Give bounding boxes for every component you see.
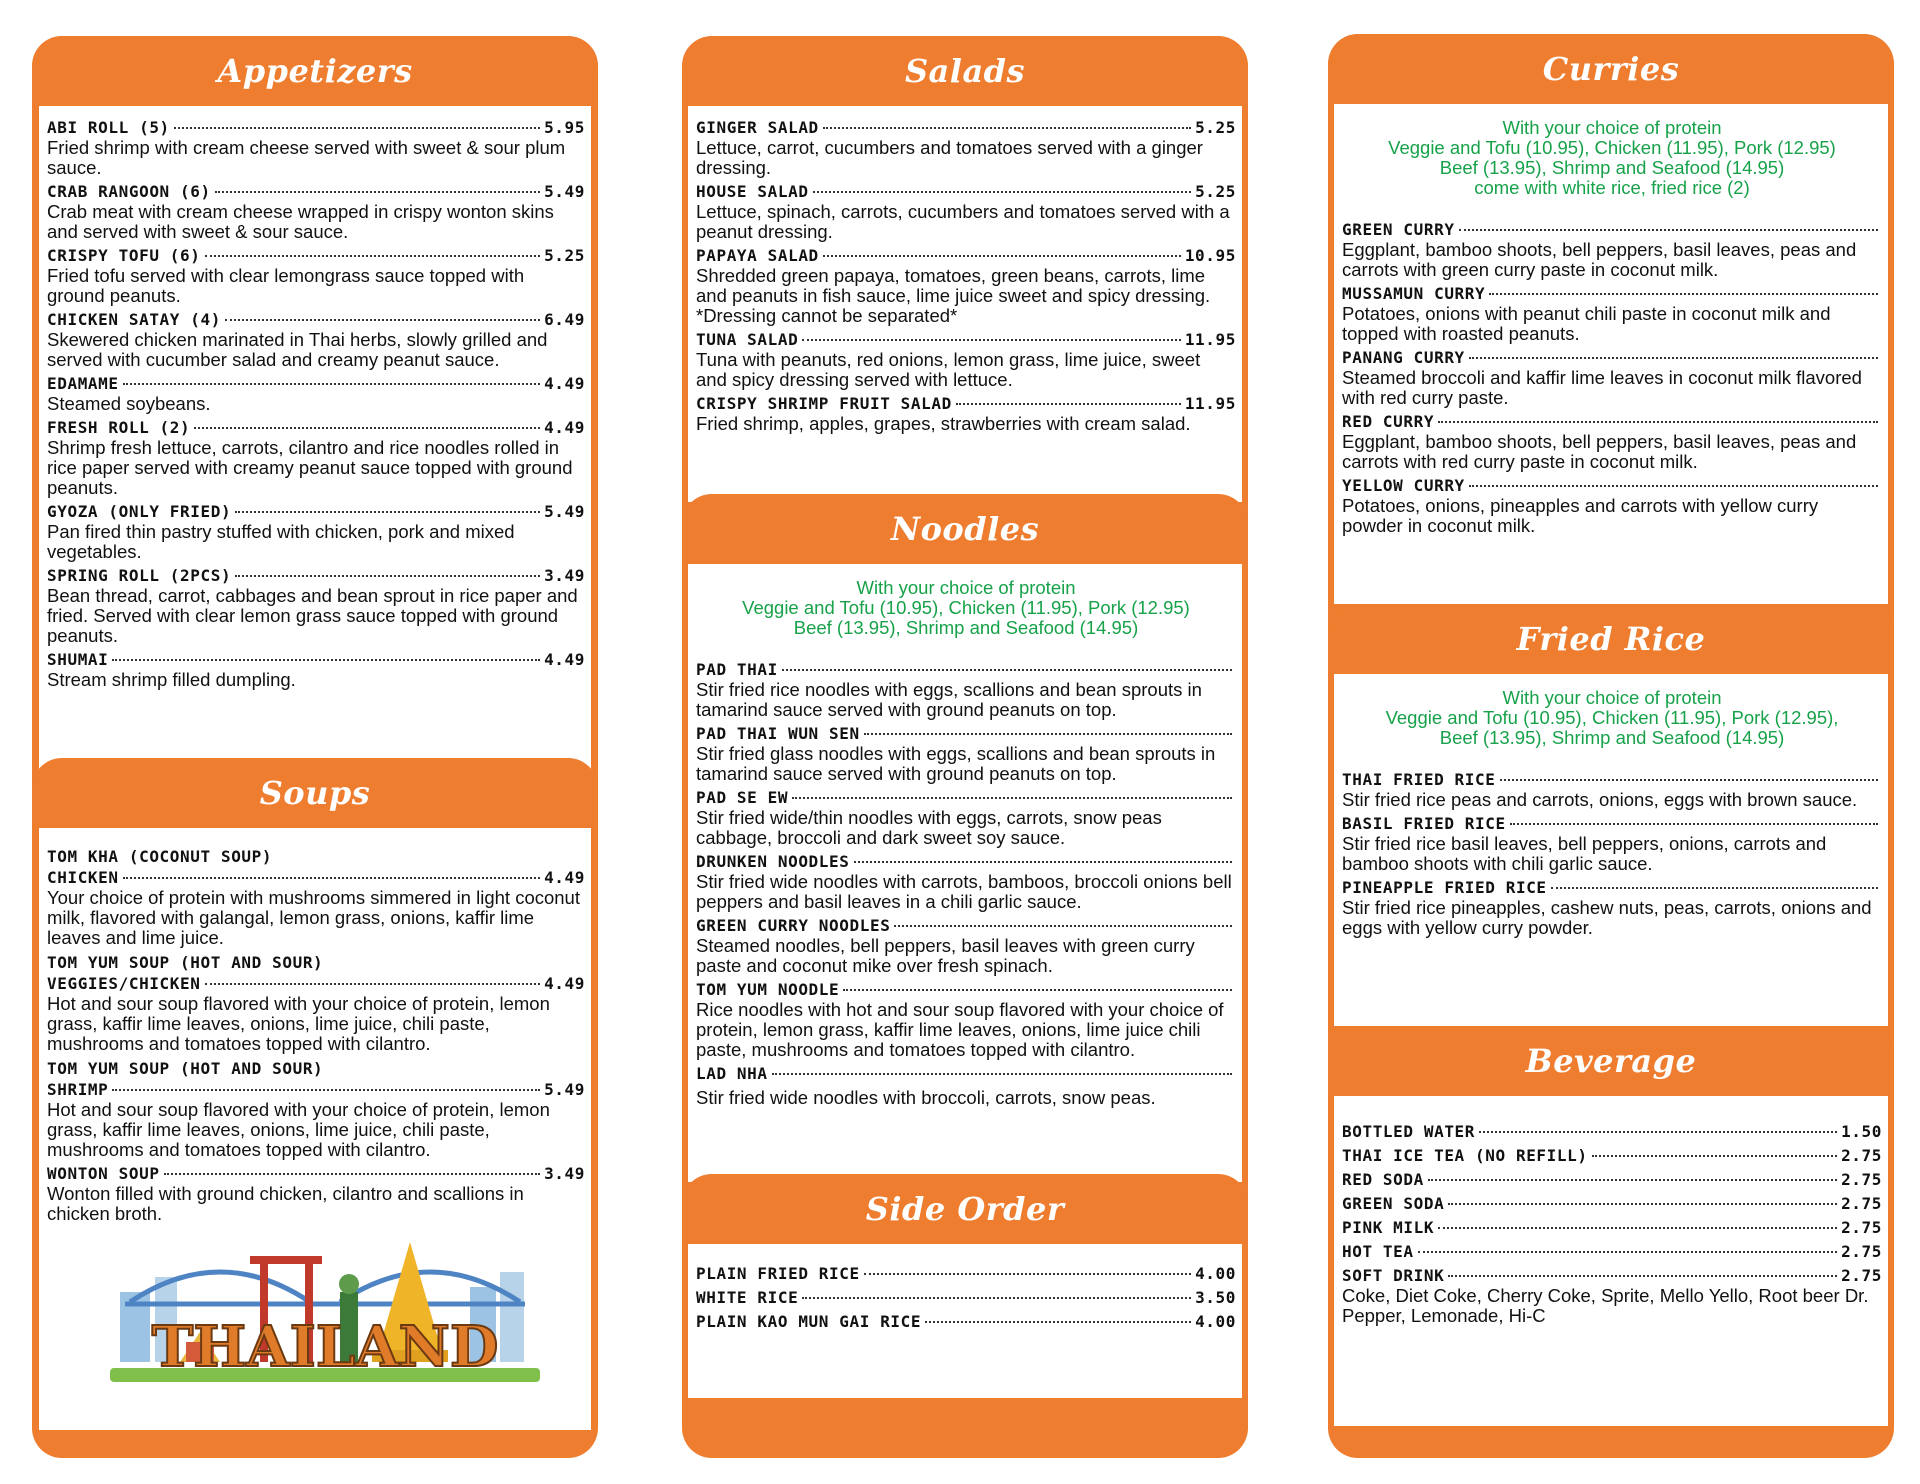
item-description: Shrimp fresh lettuce, carrots, cilantro and rice noodles rolled in rice paper served with creamy peanut sauce topped with ground peanuts. bbox=[47, 437, 573, 498]
item-name: CHICKEN bbox=[47, 868, 119, 887]
item-description: Fried tofu served with clear lemongrass sauce topped with ground peanuts. bbox=[47, 265, 525, 306]
item-name: THAI ICE TEA (NO REFILL) bbox=[1342, 1146, 1588, 1165]
menu-item bbox=[696, 1288, 1236, 1308]
menu-item bbox=[696, 394, 1236, 434]
thailand-logo-text: THAILAND bbox=[151, 1314, 499, 1380]
menu-item bbox=[696, 246, 1236, 326]
item-price: 11.95 bbox=[1184, 330, 1236, 349]
menu-item bbox=[696, 1312, 1236, 1332]
item-price: 4.49 bbox=[544, 374, 585, 393]
item-description: Your choice of protein with mushrooms simmered in light coconut milk, flavored with galangal, lemon grass, onions, kaffir lime leaves and lime juice. bbox=[47, 887, 580, 948]
menu-item bbox=[47, 1164, 585, 1224]
item-description: Stir fried wide/thin noodles with eggs, carrots, snow peas cabbage, broccoli and dark sweet soy sauce. bbox=[696, 807, 1162, 848]
menu-item bbox=[1342, 1266, 1882, 1326]
item-name: TUNA SALAD bbox=[696, 330, 799, 349]
protein-choice-line: With your choice of protein bbox=[856, 577, 1076, 598]
menu-item bbox=[1342, 1146, 1882, 1166]
item-name: BOTTLED WATER bbox=[1342, 1122, 1476, 1141]
item-name: TOM YUM NOODLE bbox=[696, 980, 840, 999]
beverage-section bbox=[1328, 1026, 1894, 1426]
item-name: SOFT DRINK bbox=[1342, 1266, 1445, 1285]
fried-rice-list bbox=[1334, 674, 1888, 1026]
menu-panel-right bbox=[1328, 34, 1894, 1458]
appetizers-section bbox=[32, 36, 598, 799]
item-description: Hot and sour soup flavored with your choice of protein, lemon grass, kaffir lime leaves, onions, lime juice, chili paste, mushrooms and tomatoes topped with cilantro. bbox=[47, 1099, 550, 1160]
item-name: PINK MILK bbox=[1342, 1218, 1435, 1237]
item-description: Eggplant, bamboo shoots, bell peppers, basil leaves, peas and carrots with green curry paste in coconut milk. bbox=[1342, 239, 1857, 280]
salads-title: Salads bbox=[682, 36, 1248, 106]
item-price: 1.50 bbox=[1841, 1122, 1882, 1141]
item-price: 5.25 bbox=[1195, 182, 1236, 201]
beverage-title: Beverage bbox=[1328, 1026, 1894, 1096]
item-price: 4.49 bbox=[544, 868, 585, 887]
menu-item bbox=[47, 566, 585, 646]
menu-item bbox=[696, 118, 1236, 178]
item-description: Skewered chicken marinated in Thai herbs, slowly grilled and served with cucumber salad and creamy peanut sauce. bbox=[47, 329, 548, 370]
item-name: PINEAPPLE FRIED RICE bbox=[1342, 878, 1547, 897]
menu-item bbox=[1342, 1194, 1882, 1214]
item-price: 5.49 bbox=[544, 502, 585, 521]
menu-item bbox=[47, 310, 585, 370]
item-name: RED CURRY bbox=[1342, 412, 1435, 431]
item-name: PAPAYA SALAD bbox=[696, 246, 819, 265]
item-name: PANANG CURRY bbox=[1342, 348, 1465, 367]
menu-item bbox=[696, 330, 1236, 390]
item-name: GINGER SALAD bbox=[696, 118, 819, 137]
item-description: Shredded green papaya, tomatoes, green beans, carrots, lime and peanuts in fish sauce, lime juice sweet and spicy dressing. *Dressing cannot be separated* bbox=[696, 265, 1211, 326]
item-price: 2.75 bbox=[1841, 1170, 1882, 1189]
menu-item bbox=[1342, 1218, 1882, 1238]
item-description: Stir fried rice noodles with eggs, scallions and bean sprouts in tamarind sauce served with ground peanuts on top. bbox=[696, 679, 1202, 720]
menu-item bbox=[47, 418, 585, 498]
menu-item bbox=[47, 118, 585, 178]
item-name: HOT TEA bbox=[1342, 1242, 1414, 1261]
menu-item bbox=[1342, 878, 1882, 938]
item-price: 5.25 bbox=[544, 246, 585, 265]
item-description: Steamed soybeans. bbox=[47, 393, 211, 414]
item-name: YELLOW CURRY bbox=[1342, 476, 1465, 495]
item-description: Potatoes, onions, pineapples and carrots with yellow curry powder in coconut milk. bbox=[1342, 495, 1819, 536]
menu-item bbox=[1342, 814, 1882, 874]
item-name: PAD THAI WUN SEN bbox=[696, 724, 860, 743]
item-description: Stir fried wide noodles with carrots, bamboos, broccoli onions bell peppers and basil leaves in a chili garlic sauce. bbox=[696, 871, 1232, 912]
noodles-list bbox=[688, 564, 1242, 1182]
item-price: 5.95 bbox=[544, 118, 585, 137]
item-name: SPRING ROLL (2PCS) bbox=[47, 566, 232, 585]
menu-item bbox=[47, 974, 585, 1054]
item-description: Fried shrimp, apples, grapes, strawberries with cream salad. bbox=[696, 413, 1191, 434]
item-description: Steamed noodles, bell peppers, basil leaves with green curry paste and coconut mike over fresh spinach. bbox=[696, 935, 1195, 976]
item-name: HOUSE SALAD bbox=[696, 182, 809, 201]
subsection-heading: TOM YUM SOUP (HOT AND SOUR) bbox=[47, 1059, 324, 1078]
item-name: SHUMAI bbox=[47, 650, 109, 669]
menu-item bbox=[696, 1264, 1236, 1284]
item-name: PLAIN KAO MUN GAI RICE bbox=[696, 1312, 922, 1331]
protein-choice-line: Beef (13.95), Shrimp and Seafood (14.95) bbox=[1439, 157, 1785, 178]
protein-choice-line: With your choice of protein bbox=[1502, 687, 1722, 708]
item-price: 10.95 bbox=[1184, 246, 1236, 265]
noodles-section bbox=[682, 494, 1248, 1182]
item-price: 6.49 bbox=[544, 310, 585, 329]
item-description: Tuna with peanuts, red onions, lemon grass, lime juice, sweet and spicy dressing served with lettuce. bbox=[696, 349, 1201, 390]
item-price: 3.50 bbox=[1195, 1288, 1236, 1307]
menu-item bbox=[1342, 220, 1882, 280]
menu-item bbox=[47, 868, 585, 948]
protein-choice-line: come with white rice, fried rice (2) bbox=[1474, 177, 1750, 198]
thailand-illustration bbox=[110, 1232, 540, 1392]
item-name: BASIL FRIED RICE bbox=[1342, 814, 1506, 833]
salads-list bbox=[688, 106, 1242, 502]
protein-choice-line: Veggie and Tofu (10.95), Chicken (11.95), Pork (12.95) bbox=[742, 597, 1190, 618]
item-description: Lettuce, carrot, cucumbers and tomatoes served with a ginger dressing. bbox=[696, 137, 1203, 178]
item-description: Lettuce, spinach, carrots, cucumbers and tomatoes served with a peanut dressing. bbox=[696, 201, 1230, 242]
item-name: GREEN CURRY NOODLES bbox=[696, 916, 891, 935]
menu-item bbox=[47, 502, 585, 562]
item-name: CHICKEN SATAY (4) bbox=[47, 310, 221, 329]
side-order-section bbox=[682, 1174, 1248, 1398]
menu-item bbox=[47, 650, 585, 690]
subsection-heading: TOM KHA (COCONUT SOUP) bbox=[47, 847, 273, 866]
item-description: Potatoes, onions with peanut chili paste in coconut milk and topped with roasted peanuts. bbox=[1342, 303, 1831, 344]
item-name: FRESH ROLL (2) bbox=[47, 418, 191, 437]
item-price: 4.49 bbox=[544, 650, 585, 669]
item-description: Pan fired thin pastry stuffed with chicken, pork and mixed vegetables. bbox=[47, 521, 515, 562]
item-description: Wonton filled with ground chicken, cilantro and scallions in chicken broth. bbox=[47, 1183, 524, 1224]
menu-item bbox=[1342, 1122, 1882, 1142]
menu-item bbox=[1342, 284, 1882, 344]
menu-item bbox=[1342, 348, 1882, 408]
item-price: 5.49 bbox=[544, 182, 585, 201]
curries-list bbox=[1334, 104, 1888, 604]
item-description: Bean thread, carrot, cabbages and bean sprout in rice paper and fried. Served with clear lemon grass sauce topped with ground peanuts. bbox=[47, 585, 578, 646]
protein-choice-line: With your choice of protein bbox=[1502, 117, 1722, 138]
item-name: CRAB RANGOON (6) bbox=[47, 182, 211, 201]
item-price: 3.49 bbox=[544, 1164, 585, 1183]
item-description: Crab meat with cream cheese wrapped in crispy wonton skins and served with sweet & sour sauce. bbox=[47, 201, 554, 242]
protein-choice-line: Beef (13.95), Shrimp and Seafood (14.95) bbox=[1439, 727, 1785, 748]
item-description: Hot and sour soup flavored with your choice of protein, lemon grass, kaffir lime leaves, onions, lime juice, chili paste, mushrooms and tomatoes topped with cilantro. bbox=[47, 993, 550, 1054]
soups-title: Soups bbox=[32, 758, 598, 828]
item-name: ABI ROLL (5) bbox=[47, 118, 170, 137]
item-price: 4.49 bbox=[544, 418, 585, 437]
menu-item bbox=[1342, 1242, 1882, 1262]
appetizers-list bbox=[39, 106, 591, 799]
item-name: VEGGIES/CHICKEN bbox=[47, 974, 201, 993]
menu-item bbox=[47, 374, 585, 414]
menu-item bbox=[696, 788, 1236, 848]
item-description: Stir fried glass noodles with eggs, scallions and bean sprouts in tamarind sauce served with ground peanuts on top. bbox=[696, 743, 1216, 784]
item-name: CRISPY SHRIMP FRUIT SALAD bbox=[696, 394, 952, 413]
menu-item bbox=[696, 182, 1236, 242]
menu-item bbox=[696, 724, 1236, 784]
item-description: Coke, Diet Coke, Cherry Coke, Sprite, Mello Yello, Root beer Dr. Pepper, Lemonade, Hi-C bbox=[1342, 1285, 1869, 1326]
item-name: THAI FRIED RICE bbox=[1342, 770, 1496, 789]
side-order-title: Side Order bbox=[682, 1174, 1248, 1244]
item-price: 4.49 bbox=[544, 974, 585, 993]
item-name: CRISPY TOFU (6) bbox=[47, 246, 201, 265]
item-name: EDAMAME bbox=[47, 374, 119, 393]
noodles-title: Noodles bbox=[682, 494, 1248, 564]
item-name: SHRIMP bbox=[47, 1080, 109, 1099]
menu-item bbox=[696, 660, 1236, 720]
item-price: 2.75 bbox=[1841, 1218, 1882, 1237]
item-price: 5.25 bbox=[1195, 118, 1236, 137]
item-name: GREEN CURRY bbox=[1342, 220, 1455, 239]
item-price: 2.75 bbox=[1841, 1266, 1882, 1285]
item-description: Steamed broccoli and kaffir lime leaves in coconut milk flavored with red curry paste. bbox=[1342, 367, 1862, 408]
menu-item bbox=[47, 182, 585, 242]
item-name: WHITE RICE bbox=[696, 1288, 799, 1307]
item-name: LAD NHA bbox=[696, 1064, 768, 1083]
item-description: Stir fried rice pineapples, cashew nuts, peas, carrots, onions and eggs with yellow curry powder. bbox=[1342, 897, 1872, 938]
item-name: RED SODA bbox=[1342, 1170, 1424, 1189]
protein-choice-line: Veggie and Tofu (10.95), Chicken (11.95), Pork (12.95), bbox=[1385, 707, 1839, 728]
fried-rice-title: Fried Rice bbox=[1328, 604, 1894, 674]
menu-item bbox=[47, 246, 585, 306]
protein-choice bbox=[1342, 678, 1882, 770]
subsection-heading: TOM YUM SOUP (HOT AND SOUR) bbox=[47, 953, 324, 972]
item-name: GREEN SODA bbox=[1342, 1194, 1445, 1213]
item-name: MUSSAMUN CURRY bbox=[1342, 284, 1486, 303]
protein-choice bbox=[696, 568, 1236, 660]
item-description: Stir fried wide noodles with broccoli, carrots, snow peas. bbox=[696, 1087, 1156, 1108]
menu-item bbox=[1342, 412, 1882, 472]
item-price: 2.75 bbox=[1841, 1194, 1882, 1213]
menu-item bbox=[696, 852, 1236, 912]
fried-rice-section bbox=[1328, 604, 1894, 1026]
protein-choice-line: Veggie and Tofu (10.95), Chicken (11.95), Pork (12.95) bbox=[1388, 137, 1836, 158]
item-price: 2.75 bbox=[1841, 1146, 1882, 1165]
item-name: GYOZA (ONLY FRIED) bbox=[47, 502, 232, 521]
item-description: Stream shrimp filled dumpling. bbox=[47, 669, 296, 690]
item-price: 3.49 bbox=[544, 566, 585, 585]
item-name: DRUNKEN NOODLES bbox=[696, 852, 850, 871]
curries-section bbox=[1328, 34, 1894, 604]
item-price: 2.75 bbox=[1841, 1242, 1882, 1261]
side-order-list bbox=[688, 1244, 1242, 1398]
item-description: Eggplant, bamboo shoots, bell peppers, basil leaves, peas and carrots with red curry paste in coconut milk. bbox=[1342, 431, 1857, 472]
menu-item bbox=[1342, 476, 1882, 536]
appetizers-title: Appetizers bbox=[32, 36, 598, 106]
protein-choice-line: Beef (13.95), Shrimp and Seafood (14.95) bbox=[793, 617, 1139, 638]
item-name: PAD SE EW bbox=[696, 788, 789, 807]
item-description: Stir fried rice peas and carrots, onions, eggs with brown sauce. bbox=[1342, 789, 1858, 810]
salads-section bbox=[682, 36, 1248, 502]
curries-title: Curries bbox=[1328, 34, 1894, 104]
item-name: PLAIN FRIED RICE bbox=[696, 1264, 860, 1283]
menu-item bbox=[47, 1080, 585, 1160]
menu-item bbox=[696, 980, 1236, 1060]
item-name: WONTON SOUP bbox=[47, 1164, 160, 1183]
menu-item bbox=[1342, 770, 1882, 810]
item-price: 11.95 bbox=[1184, 394, 1236, 413]
menu-panel-middle bbox=[682, 36, 1248, 1458]
item-description: Rice noodles with hot and sour soup flavored with your choice of protein, lemon grass, kaffir lime leaves, onions, lime juice chili paste, mushrooms and tomatoes topped with cilantro. bbox=[696, 999, 1224, 1060]
menu-item bbox=[1342, 1170, 1882, 1190]
item-description: Fried shrimp with cream cheese served with sweet & sour plum sauce. bbox=[47, 137, 566, 178]
protein-choice bbox=[1342, 108, 1882, 220]
item-price: 5.49 bbox=[544, 1080, 585, 1099]
menu-item bbox=[696, 1064, 1236, 1108]
beverage-list bbox=[1334, 1096, 1888, 1426]
item-name: PAD THAI bbox=[696, 660, 778, 679]
menu-item bbox=[696, 916, 1236, 976]
item-price: 4.00 bbox=[1195, 1312, 1236, 1331]
item-description: Stir fried rice basil leaves, bell peppers, onions, carrots and bamboo shoots with chili garlic sauce. bbox=[1342, 833, 1827, 874]
item-price: 4.00 bbox=[1195, 1264, 1236, 1283]
